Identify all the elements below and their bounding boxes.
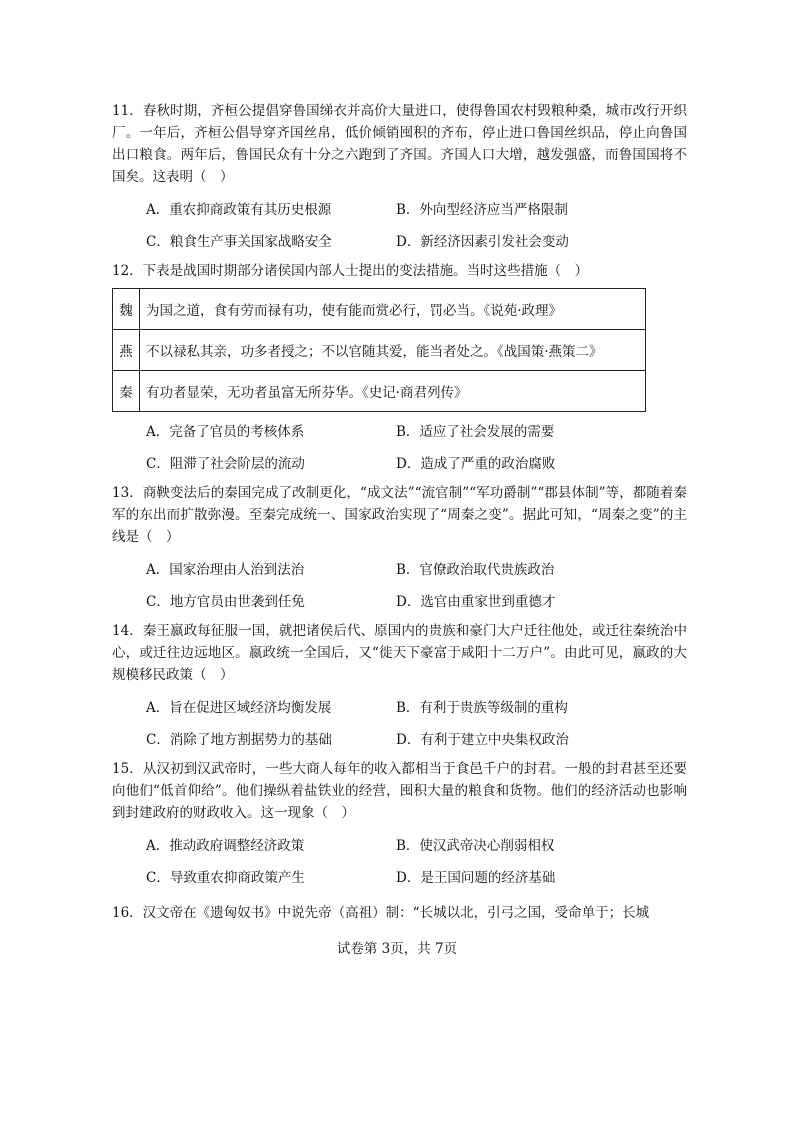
option-b: B．使汉武帝决心削弱相权 <box>396 838 555 854</box>
question-15 <box>112 758 687 894</box>
option-a: A．重农抑商政策有其历史根源 <box>146 202 332 218</box>
option-c: C．粮食生产事关国家战略安全 <box>146 234 332 250</box>
option-d: D．新经济因素引发社会变动 <box>396 234 569 250</box>
state-name: 秦 <box>113 371 140 412</box>
table-row <box>113 330 646 371</box>
option-a: A．国家治理由人治到法治 <box>146 562 305 578</box>
measure-text: 为国之道，食有劳而禄有功，使有能而赏必行，罚必当。《说苑·政理》 <box>140 289 646 330</box>
measure-text: 有功者显荣，无功者虽富无所芬华。《史记·商君列传》 <box>140 371 646 412</box>
option-c: C．地方官员由世袭到任免 <box>146 594 305 610</box>
option-a: A．旨在促进区域经济均衡发展 <box>146 700 332 716</box>
options-list <box>146 692 687 756</box>
exam-page-content <box>112 100 687 926</box>
options-list <box>146 194 687 258</box>
question-14 <box>112 620 687 756</box>
question-13 <box>112 482 687 618</box>
table-row <box>113 289 646 330</box>
option-d: D．造成了严重的政治腐败 <box>396 456 556 472</box>
question-stem: 13．商鞅变法后的秦国完成了改制更化，“成文法”“流官制”“军功爵制”“郡县体制”等，都随着秦军的东出而扩散弥漫。至秦完成统一、国家政治实现了“周秦之变”。据此可知，“周秦之变”的主线是（ ） <box>112 485 687 545</box>
question-stem: 11．春秋时期，齐桓公提倡穿鲁国绨衣并高价大量进口，使得鲁国农村毁粮种桑，城市改行开织厂。一年后，齐桓公倡导穿齐国丝帛，低价倾销囤积的齐布，停止进口鲁国丝织品，停止向鲁国出口粮食。两年后，鲁国民众有十分之六跑到了齐国。齐国人口大增，越发强盛，而鲁国国将不国矣。这表明（ ） <box>112 103 687 185</box>
page-footer: 试卷第 3页，共 7页 <box>336 941 458 957</box>
option-d: D．有利于建立中央集权政治 <box>396 732 569 748</box>
option-c: C．阻滞了社会阶层的流动 <box>146 456 305 472</box>
option-b: B．适应了社会发展的需要 <box>396 424 555 440</box>
options-list <box>146 416 687 480</box>
question-stem: 14．秦王嬴政每征服一国，就把诸侯后代、原国内的贵族和豪门大户迁往他处，或迁往秦统治中心，或迁往边远地区。嬴政统一全国后，又“徙天下豪富于咸阳十二万户”。由此可见，嬴政的大规模移民政策（ ） <box>112 623 687 683</box>
option-a: A．推动政府调整经济政策 <box>146 838 305 854</box>
question-stem: 12．下表是战国时期部分诸侯国内部人士提出的变法措施。当时这些措施（ ） <box>112 263 589 279</box>
table-row <box>113 371 646 412</box>
question-stem: 16．汉文帝在《遗匈奴书》中说先帝（高祖）制：“长城以北，引弓之国，受命单于；长城 <box>112 905 650 921</box>
measure-text: 不以禄私其亲，功多者授之；不以官随其爱，能当者处之。《战国策·燕策二》 <box>140 330 646 371</box>
reform-measures-table <box>112 288 646 412</box>
option-b: B．官僚政治取代贵族政治 <box>396 562 555 578</box>
question-16 <box>112 902 687 924</box>
option-b: B．有利于贵族等级制的重构 <box>396 700 568 716</box>
option-c: C．消除了地方割据势力的基础 <box>146 732 332 748</box>
option-a: A．完备了官员的考核体系 <box>146 424 305 440</box>
option-c: C．导致重农抑商政策产生 <box>146 870 305 886</box>
option-d: D．选官由重家世到重德才 <box>396 594 556 610</box>
state-name: 魏 <box>113 289 140 330</box>
state-name: 燕 <box>113 330 140 371</box>
question-12 <box>112 260 687 480</box>
options-list <box>146 554 687 618</box>
option-d: D．是王国问题的经济基础 <box>396 870 556 886</box>
option-b: B．外向型经济应当严格限制 <box>396 202 568 218</box>
question-stem: 15．从汉初到汉武帝时，一些大商人每年的收入都相当于食邑千户的封君。一般的封君甚至还要向他们“低首仰给”。他们操纵着盐铁业的经营，囤积大量的粮食和货物。他们的经济活动也影响到封建政府的财政收入。这一现象（ ） <box>112 761 687 821</box>
question-11 <box>112 100 687 258</box>
options-list <box>146 830 687 894</box>
